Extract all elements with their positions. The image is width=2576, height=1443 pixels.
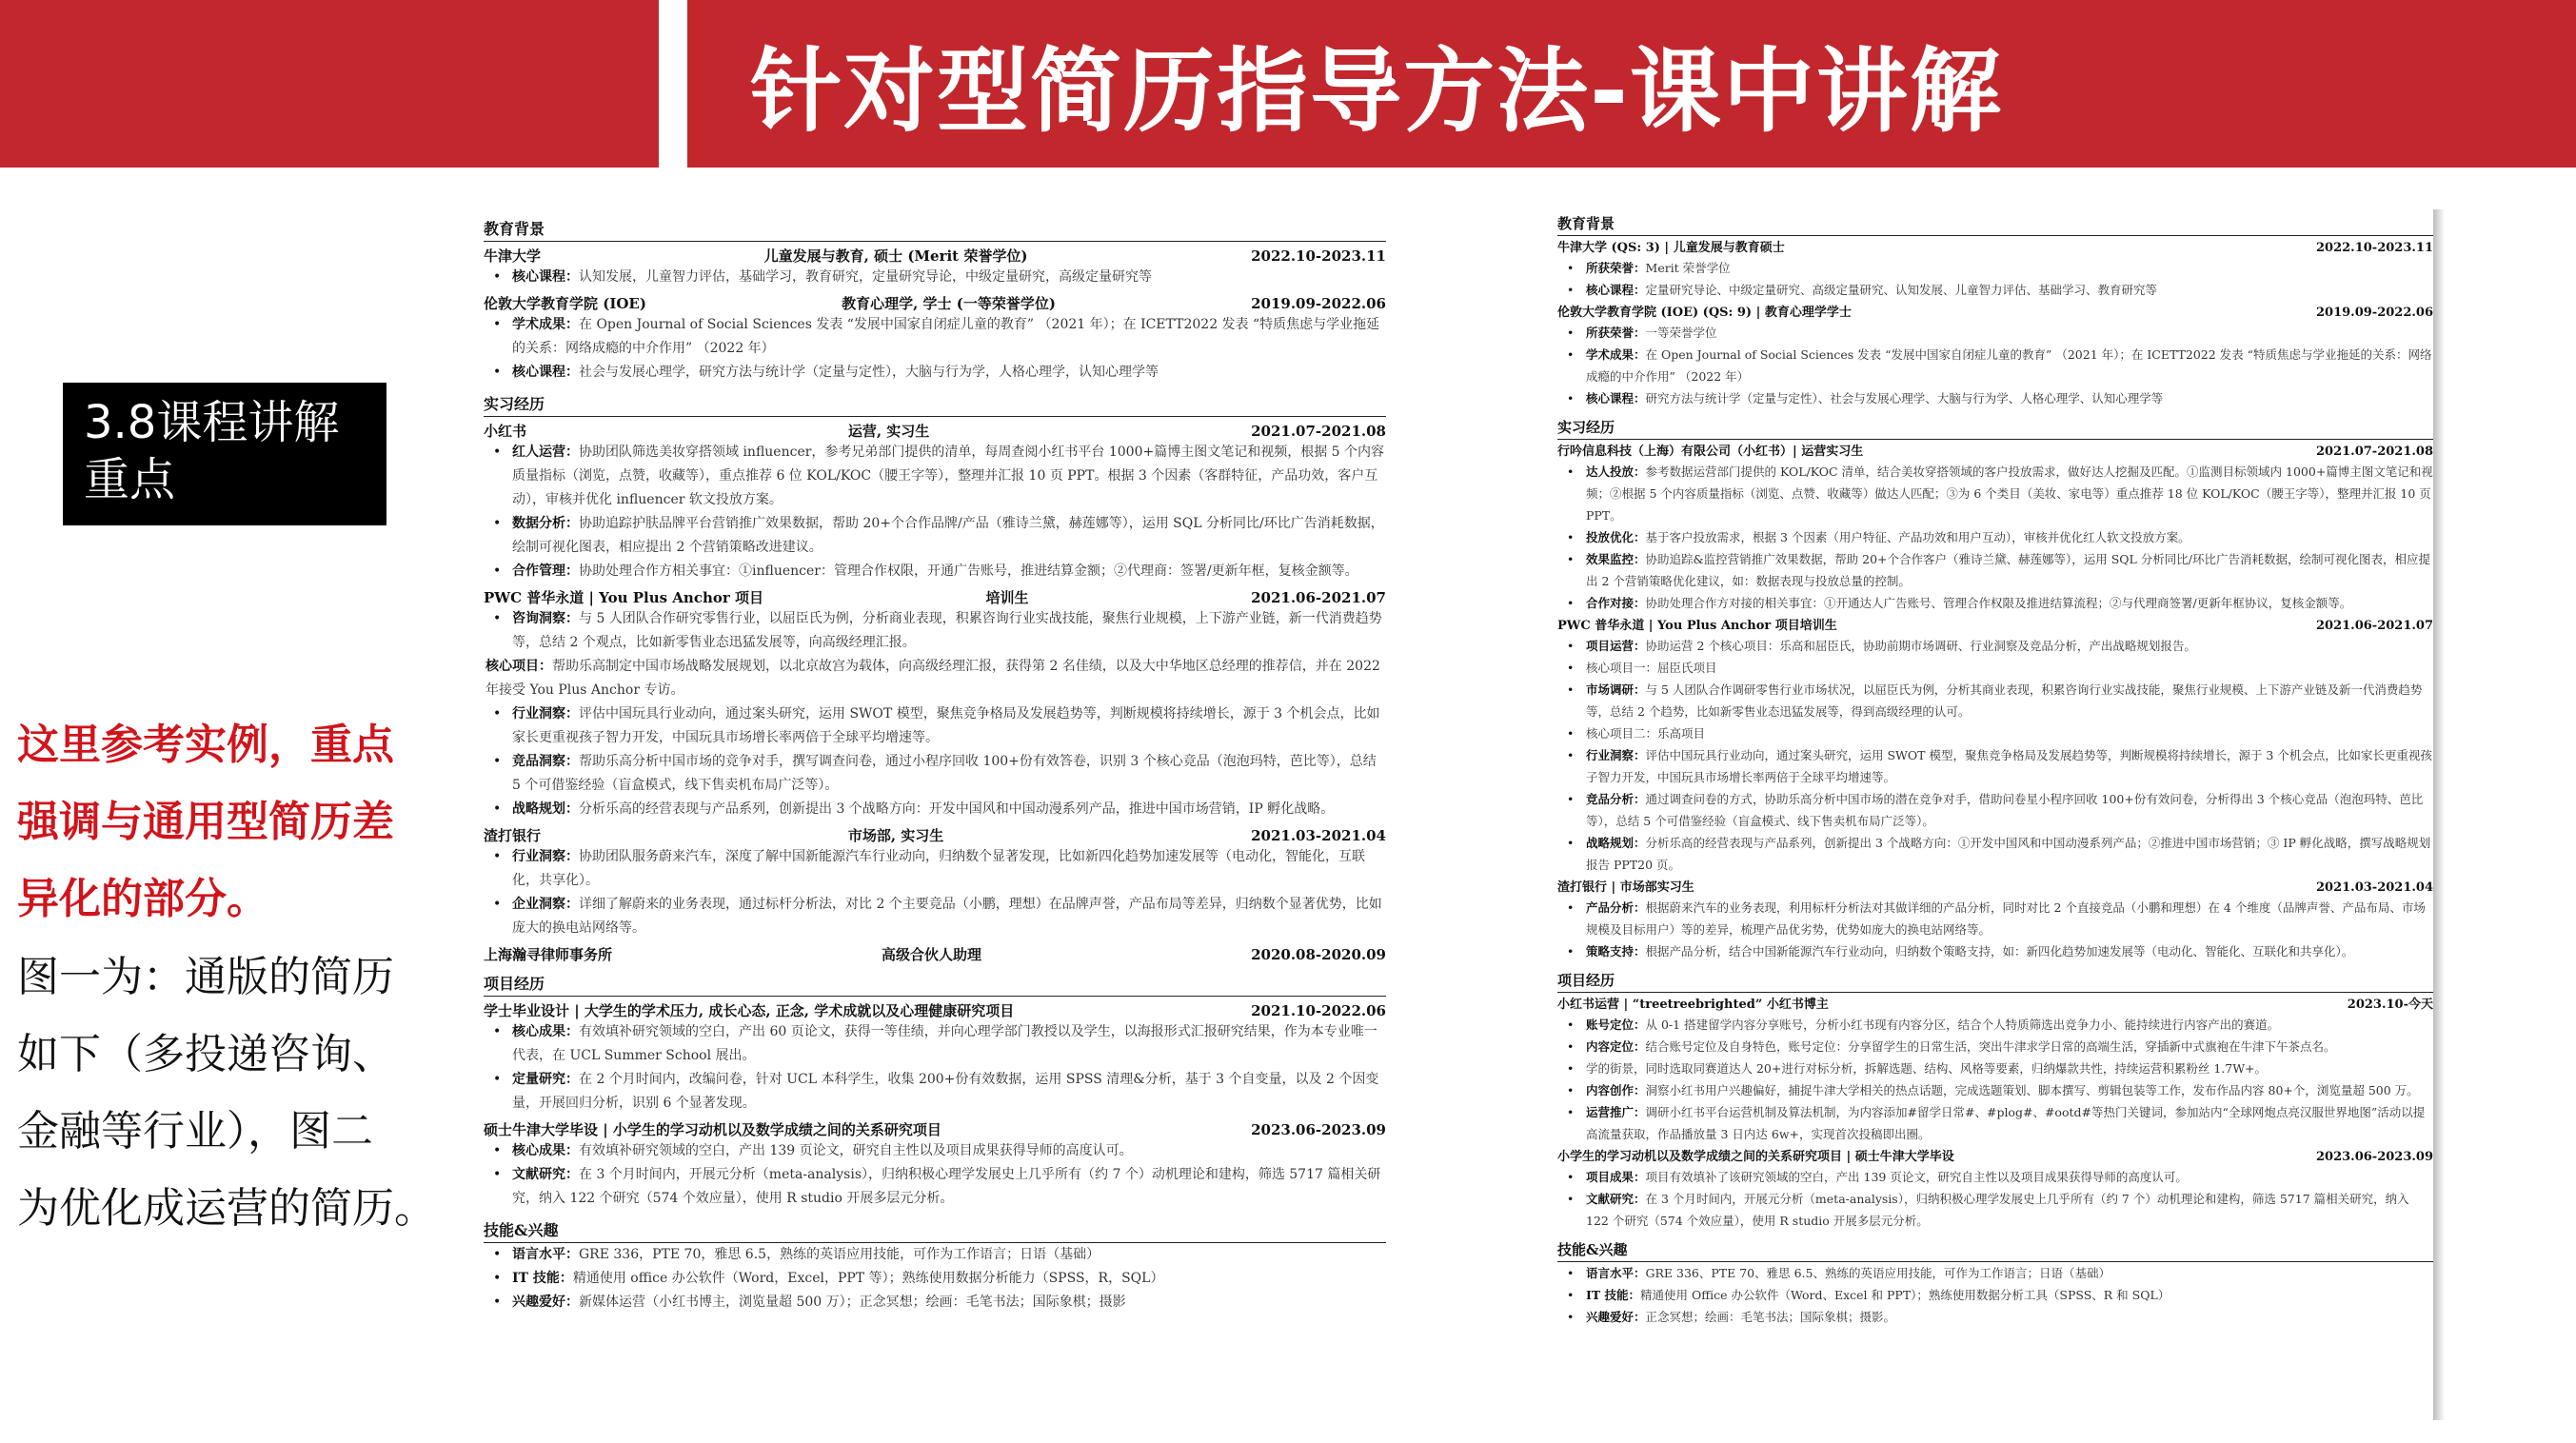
explanation-note-line: 图一为：通版的简历 [17,953,394,1001]
explanation-note-line: 金融等行业），图二 [17,1107,373,1156]
item-text: 在 3 个月时间内，开展元分析（meta-analysis），归纳积极心理学发展史上几乎所有（约 7 个）动机理论和建构，筛选 5717 篇相关研究，纳入 122 个研究（574 个效应量），使用 R studio 开展多层元分析。 [512,1167,1381,1206]
item-text: 在 2 个月时间内，改编问卷，针对 UCL 本科学生，收集 200+份有效数据，运用 SPSS 清理&分析，基于 3 个自变量，以及 2 个因变量，开展回归分析，识别 6 个显著发现。 [512,1072,1379,1111]
entry-org: 上海瀚寻律师事务所 [484,946,613,963]
bullet-item [1557,592,2433,614]
item-label: 语言水平： [512,1247,579,1262]
item-text: 分析乐高的经营表现与产品系列，创新提出 3 个战略方向：①开发中国风和中国动漫系列产品；②推进中国市场营销；③ IP 孵化战略，撰写战略规划报告 PPT20 页。 [1586,836,2431,872]
item-label: 核心项目： [485,659,552,674]
resume-general [484,209,1386,1439]
entry-role [1954,1149,2316,1166]
item-text: 协助运营 2 个核心项目：乐高和屈臣氏，协助前期市场调研、行业洞察及竞品分析，产出战略规划报告。 [1645,639,2196,653]
entry-org: 小红书 [484,423,527,440]
item-label: 所获荣誉： [1586,326,1646,340]
entry-org: 伦敦大学教育学院 (IOE) (QS: 9) | 教育心理学学士 [1557,306,1852,320]
section-heading: 教育背景 [1557,213,2433,236]
item-label: 账号定位： [1586,1018,1646,1032]
item-label: 竞品分析： [1586,792,1646,806]
bullet-item [484,313,1386,361]
bullet-item [1557,1262,2433,1284]
item-label: 达人投放： [1586,465,1646,479]
item-label: 文献研究： [1586,1192,1646,1206]
item-text: 洞察小红书用户兴趣偏好，捕捉牛津大学相关的热点话题，完成选题策划、脚本撰写、剪辑包装等工作，发布作品内容 80+个，浏览量超 500 万。 [1645,1083,2419,1097]
item-text: 新媒体运营（小红书博主，浏览量超 500 万）；正念冥想；绘画：毛笔书法；国际象棋；摄影 [579,1295,1126,1310]
item-text: GRE 336、PTE 70、雅思 6.5、熟练的英语应用技能，可作为工作语言；日语（基础） [1645,1266,2110,1280]
item-text: 在 Open Journal of Social Sciences 发表 “发展中国家自闭症儿童的教育” （2021 年）；在 ICETT2022 发表 “特质焦虑与学业拖延的关系：网络成瘾的中介作用” （2022 年） [1586,347,2432,384]
bullet-item [1557,1014,2433,1036]
bullet-item [1557,897,2433,940]
entry-org: 渣打银行 | 市场部实习生 [1557,880,1694,895]
bullet-item [1557,940,2433,962]
bullet-item [484,361,1386,385]
item-label: 市场调研： [1586,682,1646,697]
bullet-item [1557,1166,2433,1188]
item-text: 项目有效填补了该研究领域的空白，产出 139 页论文，研究自主性以及项目成果获得导师的高度认可。 [1645,1170,2188,1184]
entry-role: 培训生 [985,589,1029,606]
item-label: 行业洞察： [1586,748,1646,762]
item-label: 文献研究： [512,1167,579,1182]
item-label: 效果监控： [1586,552,1646,566]
item-text: 社会与发展心理学，研究方法与统计学（定量与定性），大脑与行为学，人格心理学，认知心理学等 [579,365,1159,380]
entry-date: 2021.07-2021.08 [2316,445,2433,459]
page-title: 针对型简历指导方法-课中讲解 [750,37,2003,145]
item-label: 产品分析： [1586,900,1646,915]
entry-role: 儿童发展与教育, 硕士 (Merit 荣誉学位) [763,247,1028,265]
entry-org: 硕士牛津大学毕设 | 小学生的学习动机以及数学成绩之间的关系研究项目 [484,1121,941,1138]
item-label: 内容创作： [1586,1083,1646,1097]
item-label: IT 技能： [1586,1288,1641,1302]
item-label: 核心课程： [512,365,579,380]
item-label: 竞品洞察： [512,754,579,769]
item-text: 评估中国玩具行业动向，通过案头研究，运用 SWOT 模型，聚焦竞争格局及发展趋势等，判断规模将持续增长，源于 3 个机会点，比如家长更重视孩子智力开发，中国玩具市场增长率两倍于全球平均增速等。 [1586,748,2432,784]
entry-header [484,294,1386,313]
bullet-item [1557,1036,2433,1058]
entry-org: 伦敦大学教育学院 (IOE) [484,295,646,312]
item-label: 项目运营： [1586,639,1646,653]
explanation-note-line: 如下（多投递咨询、 [17,1030,394,1078]
bullet-item [484,266,1386,289]
item-text: 协助处理合作方对接的相关事宜：①开通达人广告账号、管理合作权限及推进结算流程；②与代理商签署/更新年框协议，复核金额等。 [1645,596,2352,610]
bullet-item [1557,744,2433,788]
item-text: 与 5 人团队合作研究零售行业，以屈臣氏为例，分析商业表现，积累咨询行业实战技能，聚焦行业规模，上下游产业链，新一代消费趋势等，总结 2 个观点，比如新零售业态迅猛发展等，向高级经理汇报。 [512,611,1382,650]
resume-optimized [1557,206,2433,1420]
item-text: Merit 荣誉学位 [1645,261,1731,275]
entry-date: 2021.03-2021.04 [2316,880,2433,895]
item-text: 从 0-1 搭建留学内容分享账号，分析小红书现有内容分区，结合个人特质筛选出竞争力小、能持续进行内容产出的赛道。 [1645,1018,2280,1032]
item-label: 投放优化： [1586,530,1646,544]
item-text: 根据蔚来汽车的业务表现，利用标杆分析法对其做详细的产品分析，同时对比 2 个直接竞品（小鹏和理想）在 4 个维度（品牌声誉、产品布局、市场规模及目标用户）等的差异，梳理产品优劣势，优势如庞大的换电站网络等。 [1586,900,2426,937]
entry-date: 2023.10-今天 [2347,998,2433,1012]
bullet-item [1557,832,2433,876]
entry-header [1557,880,2433,897]
paragraph-item [484,655,1386,702]
entry-header [484,826,1386,845]
bullet-item [484,1020,1386,1068]
item-label: IT 技能： [512,1271,573,1286]
entry-header [1557,618,2433,635]
bullet-item [1557,1306,2433,1328]
lesson-tag-line2: 重点 [84,453,176,506]
bullet-item [1557,322,2433,344]
bullet-item [484,1267,1386,1291]
entry-role [1694,880,2316,897]
highlight-note-line: 强调与通用型简历差 [17,798,394,846]
item-label: 合作管理： [512,563,579,579]
item-label: 语言水平： [1586,1266,1646,1280]
section-heading: 项目经历 [1557,970,2433,993]
item-text: 结合账号定位及自身特色，账号定位：分享留学生的日常生活，突出牛津求学日常的高端生活，穿插新中式旗袍在牛津下午茶点名。 [1645,1039,2336,1054]
item-text: 协助追踪&监控营销推广效果数据，帮助 20+个合作客户（雅诗兰黛、赫莲娜等），运用 SQL 分析同比/环比广告消耗数据，绘制可视化图表，相应提出 2 个营销策略优化建议，如：数据表现与投放总量的控制。 [1586,552,2431,588]
entry-date: 2023.06-2023.09 [2316,1150,2433,1164]
bullet-item [484,702,1386,750]
bullet-item [1557,1284,2433,1306]
item-text: 根据产品分析，结合中国新能源汽车行业动向，归纳数个策略支持，如：新四化趋势加速发展等（电动化、智能化、互联化和共享化）。 [1645,944,2354,959]
entry-date: 2021.06-2021.07 [2316,619,2433,633]
item-label: 红人运营： [512,445,579,460]
item-label: 核心课程： [512,269,579,285]
bullet-item [484,441,1386,512]
section-heading: 实习经历 [1557,417,2433,440]
item-text: 研究方法与统计学（定量与定性）、社会与发展心理学、大脑与行为学、人格心理学、认知心理学等 [1645,391,2164,405]
item-label: 数据分析： [512,516,579,531]
item-label: 内容定位： [1586,1039,1646,1054]
section-heading: 技能&兴趣 [484,1218,1386,1243]
item-text: 协助追踪护肤品牌平台营销推广效果数据，帮助 20+个合作品牌/产品（雅诗兰黛，赫莲娜等），运用 SQL 分析同比/环比广告消耗数据，绘制可视化图表，相应提出 2 个营销策略改进建议。 [512,516,1384,555]
item-text: 通过调查问卷的方式，协助乐高分析中国市场的潜在竞争对手，借助问卷星小程序回收 100+份有效问卷，分析得出 3 个核心竞品（泡泡玛特、芭比等），总结 5 个可借鉴经验（盲盒模式、线下售卖机布局广泛等）。 [1586,792,2424,828]
item-text: 认知发展，儿童智力评估，基础学习，教育研究，定量研究导论，中级定量研究，高级定量研究等 [579,269,1152,285]
item-label: 核心成果： [512,1143,579,1158]
entry-role [1837,618,2316,635]
item-text: 协助处理合作方相关事宜：①influencer：管理合作权限，开通广告账号，推进结算金额；②代理商：签署/更新年框，复核金额等。 [579,563,1358,579]
bullet-item [1557,344,2433,387]
entry-header [1557,305,2433,322]
entry-role: 高级合伙人助理 [882,946,982,963]
entry-date: 2022.10-2023.11 [2316,241,2433,255]
entry-org: 牛津大学 [484,247,542,265]
explanation-note [17,939,455,1247]
entry-org: 渣打银行 [484,827,542,844]
item-text: 分析乐高的经营表现与产品系列，创新提出 3 个战略方向：开发中国风和中国动漫系列产品，推进中国市场营销，IP 孵化战略。 [579,801,1335,817]
item-label: 企业洞察： [512,897,579,912]
bullet-item [484,1163,1386,1211]
entry-org: 学士毕业设计 | 大学生的学术压力, 成长心态, 正念, 学术成就以及心理健康研究项目 [484,1002,1015,1019]
resume-shadow [2433,209,2445,1420]
item-label: 行业洞察： [512,706,579,722]
item-text: 帮助乐高制定中国市场战略发展规划，以北京故宫为载体，向高级经理汇报，获得第 2 名佳绩，以及大中华地区总经理的推荐信，并在 2022 年接受 You Plus Anchor 专访。 [485,659,1380,698]
item-text: 有效填补研究领域的空白，产出 60 页论文，获得一等佳绩，并向心理学部门教授以及学生，以海报形式汇报研究结果，作为本专业唯一代表，在 UCL Summer School 展出。 [512,1024,1377,1063]
entry-date: 2021.07-2021.08 [1251,423,1386,440]
bullet-item [484,1291,1386,1315]
entry-org: 小学生的学习动机以及数学成绩之间的关系研究项目 | 硕士牛津大学毕设 [1557,1150,1954,1164]
entry-org: PWC 普华永道 | You Plus Anchor 项目 [484,589,763,606]
item-label: 咨询洞察： [512,611,579,626]
bullet-item [1557,788,2433,832]
bullet-item [1557,1188,2433,1232]
item-label: 合作对接： [1586,596,1646,610]
bullet-item [1557,722,2433,744]
entry-role [1014,1001,1251,1020]
entry-role: 市场部, 实习生 [847,827,944,844]
item-label: 战略规划： [1586,836,1646,850]
bullet-item [1557,461,2433,526]
item-text: 正念冥想；绘画：毛笔书法；国际象棋；摄影。 [1645,1310,1896,1324]
entry-header [1557,444,2433,461]
item-text: 有效填补研究领域的空白，产出 139 页论文，研究自主性以及项目成果获得导师的高度认可。 [579,1143,1133,1158]
item-text: 精通使用 office 办公软件（Word，Excel，PPT 等）；熟练使用数据分析能力（SPSS，R，SQL） [572,1271,1164,1286]
item-text: 评估中国玩具行业动向，通过案头研究，运用 SWOT 模型，聚焦竞争格局及发展趋势等，判断规模将持续增长，源于 3 个机会点，比如家长更重视孩子智力开发，中国玩具市场增长率两倍于全球平均增速等。 [512,706,1380,745]
header-bar-left [0,0,659,168]
bullet-item [484,845,1386,893]
entry-role: 运营, 实习生 [847,423,930,440]
entry-header [484,1001,1386,1020]
entry-date: 2022.10-2023.11 [1251,247,1386,265]
item-text: 核心项目二：乐高项目 [1586,726,1706,741]
entry-org: 行吟信息科技（上海）有限公司（小红书）| 运营实习生 [1557,445,1864,459]
section-heading: 教育背景 [484,217,1386,242]
bullet-item [1557,1058,2433,1079]
item-text: 基于客户投放需求，根据 3 个因素（用户特征、产品功效和用户互动），审核并优化红人软文投放方案。 [1645,530,2190,544]
item-text: 在 Open Journal of Social Sciences 发表 “发展中国家自闭症儿童的教育” （2021 年）；在 ICETT2022 发表 “特质焦虑与学业拖延的关系：网络成瘾的中介作用” （2022 年） [512,317,1380,356]
item-label: 学术成果： [1586,347,1646,362]
bullet-item [484,607,1386,655]
section-heading: 实习经历 [484,392,1386,417]
bullet-item [484,893,1386,940]
entry-date: 2021.03-2021.04 [1251,827,1386,844]
entry-role [1829,997,2348,1014]
item-label: 学术成果： [512,317,579,332]
entry-date: 2021.10-2022.06 [1251,1002,1386,1019]
lesson-tag [63,383,386,525]
entry-header [484,945,1386,964]
bullet-item [1557,1079,2433,1101]
section-heading: 技能&兴趣 [1557,1239,2433,1262]
entry-header [484,422,1386,441]
item-text: 与 5 人团队合作调研零售行业市场状况，以屈臣氏为例，分析其商业表现，积累咨询行业实战技能，聚焦行业规模、上下游产业链及新一代消费趋势等，总结 2 个趋势，比如新零售业态迅猛发展等，得到高级经理的认可。 [1586,682,2423,719]
bullet-item [484,1068,1386,1116]
item-text: 定量研究导论、中级定量研究、高级定量研究、认知发展、儿童智力评估、基础学习、教育研究等 [1645,283,2158,297]
item-label: 项目成果： [1586,1170,1646,1184]
bullet-item [1557,548,2433,592]
item-text: 帮助乐高分析中国市场的竞争对手，撰写调查问卷，通过小程序回收 100+份有效答卷，识别 3 个核心竞品（泡泡玛特，芭比等），总结 5 个可借鉴经验（盲盒模式，线下售卖机布局广泛等）。 [512,754,1377,793]
item-text: 在 3 个月时间内，开展元分析（meta-analysis），归纳积极心理学发展史上几乎所有（约 7 个）动机理论和建构，筛选 5717 篇相关研究，纳入 122 个研究（574 个效应量），使用 R studio 开展多层元分析。 [1586,1192,2409,1228]
highlight-note-line: 这里参考实例，重点 [17,721,394,769]
entry-header [1557,240,2433,257]
item-text: 协助团队服务蔚来汽车，深度了解中国新能源汽车行业动向，归纳数个显著发现，比如新四化趋势加速发展等（电动化，智能化，互联化，共享化）。 [512,849,1365,888]
entry-org: PWC 普华永道 | You Plus Anchor 项目培训生 [1557,619,1837,633]
item-label: 运营推广： [1586,1105,1646,1119]
bullet-item [484,1243,1386,1267]
section-heading: 项目经历 [484,972,1386,997]
item-label: 兴趣爱好： [1586,1310,1646,1324]
item-label: 所获荣誉： [1586,261,1646,275]
item-label: 战略规划： [512,801,579,817]
entry-date: 2021.06-2021.07 [1251,589,1386,606]
bullet-item [1557,679,2433,722]
entry-role [1863,444,2316,461]
bullet-item [484,1139,1386,1163]
bullet-item [484,512,1386,560]
highlight-note [17,706,417,938]
bullet-item [484,560,1386,583]
item-label: 核心课程： [1586,391,1646,405]
entry-date: 2020.08-2020.09 [1251,946,1386,963]
entry-role: 教育心理学, 学士 (一等荣誉学位) [842,295,1056,312]
entry-header [1557,1149,2433,1166]
entry-date: 2019.09-2022.06 [2316,306,2433,320]
entry-header [484,1120,1386,1139]
highlight-note-line: 异化的部分。 [17,875,268,923]
item-text: 精通使用 Office 办公软件（Word、Excel 和 PPT）；熟练使用数据分析工具（SPSS、R 和 SQL） [1640,1288,2170,1302]
entry-role [1785,240,2316,257]
bullet-item [1557,387,2433,409]
item-label: 核心成果： [512,1024,579,1039]
bullet-item [1557,257,2433,279]
entry-header [484,247,1386,266]
item-text: 一等荣誉学位 [1645,326,1717,340]
bullet-item [1557,657,2433,679]
explanation-note-line: 为优化成运营的简历。 [17,1184,436,1233]
item-label: 定量研究： [512,1072,579,1087]
item-text: 学的街景，同时选取同赛道达人 20+进行对标分析，拆解选题、结构、风格等要素，归纳爆款共性，持续运营积累粉丝 1.7W+。 [1586,1061,2268,1076]
entry-role [1852,305,2316,322]
item-text: 核心项目一：屈臣氏项目 [1586,661,1717,675]
item-text: GRE 336，PTE 70，雅思 6.5，熟练的英语应用技能，可作为工作语言；日语（基础） [579,1247,1100,1262]
entry-header [484,588,1386,607]
entry-role [941,1120,1251,1139]
bullet-item [1557,1101,2433,1145]
entry-date: 2019.09-2022.06 [1251,295,1386,312]
item-label: 兴趣爱好： [512,1295,579,1310]
bullet-item [1557,279,2433,301]
item-label: 行业洞察： [512,849,579,864]
item-label: 核心课程： [1586,283,1646,297]
bullet-item [1557,526,2433,548]
entry-org: 牛津大学 (QS: 3) | 儿童发展与教育硕士 [1557,241,1785,255]
lesson-tag-line1: 3.8课程讲解 [84,396,340,449]
entry-date: 2023.06-2023.09 [1251,1121,1386,1138]
item-text: 协助团队筛选美妆穿搭领域 influencer，参考兄弟部门提供的清单，每周查阅小红书平台 1000+篇博主图文笔记和视频，根据 5 个内容质量指标（浏览，点赞，收藏等），重点推荐 6 位 KOL/KOC（腰王字等），整理并汇报 10 页 PPT。根据 3 个因素（客群特征，产品功效，客户互动），审核并优化 influencer 软文投放方案。 [512,445,1385,507]
item-label: 策略支持： [1586,944,1646,959]
item-text: 详细了解蔚来的业务表现，通过标杆分析法，对比 2 个主要竞品（小鹏，理想）在品牌声誉，产品布局等差异，归纳数个显著优势，比如庞大的换电站网络等。 [512,897,1382,936]
item-text: 参考数据运营部门提供的 KOL/KOC 清单，结合美妆穿搭领域的客户投放需求，做好达人挖掘及匹配。①监测目标领域内 1000+篇博主图文笔记和视频；②根据 5 个内容质量指标（浏览、点赞、收藏等）做达人匹配；③为 6 个类目（美妆、家电等）重点推荐 18 位 KOL/KOC（腰王字等），整理并汇报 10 页 PPT。 [1586,465,2433,523]
entry-org: 小红书运营 | “treetreebrighted” 小红书博主 [1557,998,1829,1012]
bullet-item [484,798,1386,821]
bullet-item [1557,635,2433,657]
entry-header [1557,997,2433,1014]
bullet-item [484,750,1386,798]
item-text: 调研小红书平台运营机制及算法机制，为内容添加#留学日常#、#plog#、#ootd#等热门关键词，参加站内“全球网炮点亮汉服世界地图”活动以提高流量获取，作品播放量 3 日内达 6w+，实现首次投稿即出圈。 [1586,1105,2426,1141]
